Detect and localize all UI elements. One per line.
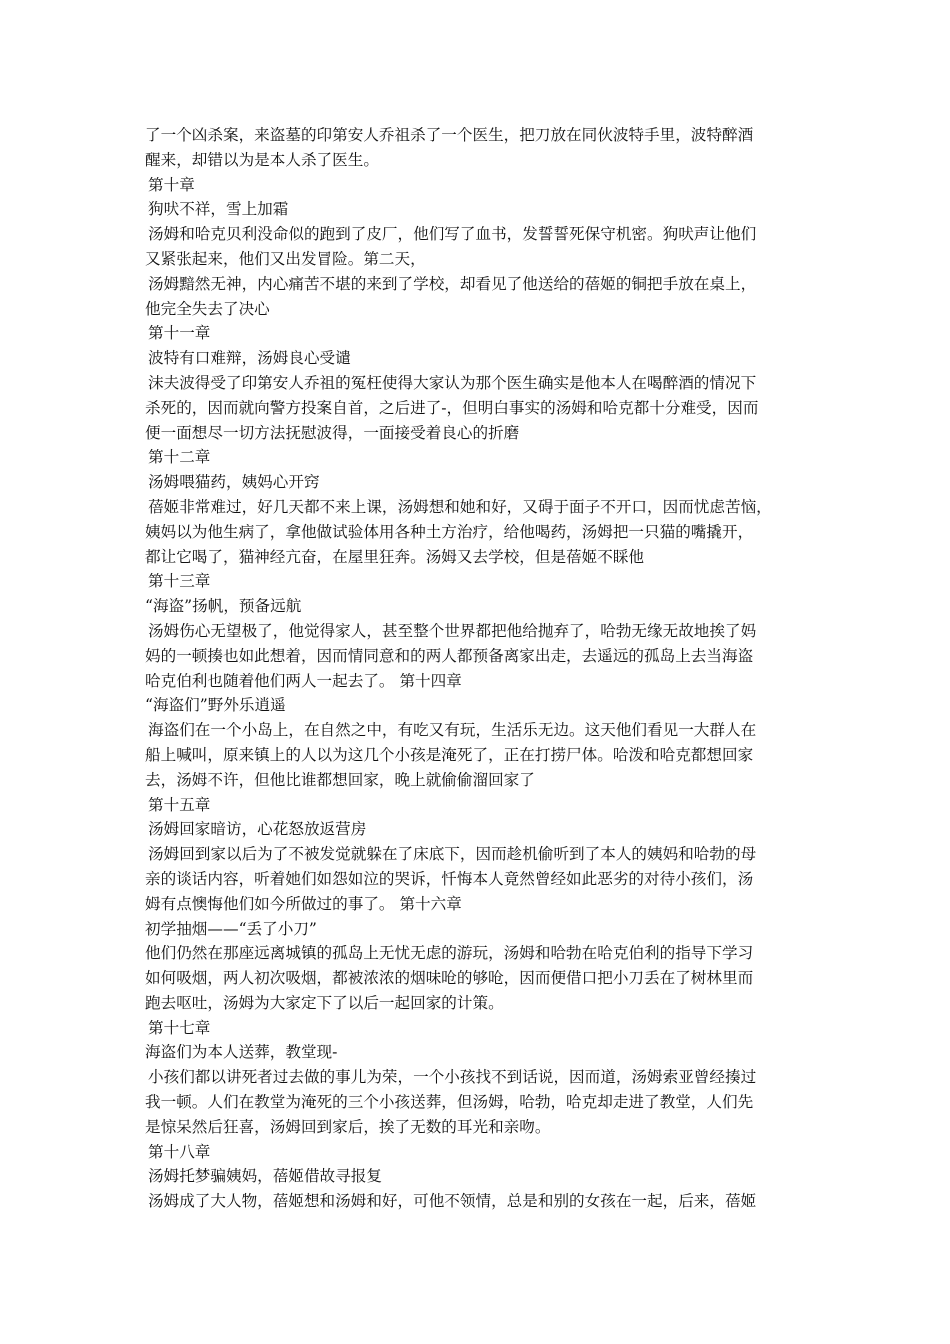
text-line: 如何吸烟，两人初次吸烟，都被浓浓的烟味呛的够呛，因而便借口把小刀丢在了树林里而 [145, 969, 754, 988]
text-line: 哈克伯利也随着他们两人一起去了。 第十四章 [145, 671, 462, 690]
text-line: 海盗们为本人送葬，教堂现- [145, 1043, 338, 1062]
text-line: 跑去呕吐，汤姆为大家定下了以后一起回家的计策。 [145, 993, 504, 1012]
document-body [145, 123, 815, 1214]
text-line: 又紧张起来，他们又出发冒险。第二天， [145, 249, 426, 268]
text-line: “海盗们”野外乐逍遥 [145, 696, 286, 715]
text-line: 汤姆喂猫药，姨妈心开窍 [148, 473, 320, 492]
text-line: 是惊呆然后狂喜，汤姆回到家后，挨了无数的耳光和亲吻。 [145, 1117, 551, 1136]
text-line: 汤姆黯然无神，内心痛苦不堪的来到了学校，却看见了他送给的蓓姬的铜把手放在桌上， [148, 274, 757, 293]
text-line: 沫夫波得受了印第安人乔祖的冤枉使得大家认为那个医生确实是他本人在喝醉酒的情况下 [148, 373, 757, 392]
text-line: 汤姆伤心无望极了，他觉得家人，甚至整个世界都把他给抛弃了，哈勃无缘无故地挨了妈 [148, 621, 757, 640]
text-line: 第十七章 [148, 1018, 211, 1037]
text-line: 船上喊叫，原来镇上的人以为这几个小孩是淹死了，正在打捞尸体。哈泼和哈克都想回家 [145, 745, 754, 764]
text-line: 小孩们都以讲死者过去做的事儿为荣，一个小孩找不到话说，因而道，汤姆索亚曾经揍过 [148, 1068, 757, 1087]
text-line: 第十三章 [148, 572, 211, 591]
text-line: 第十八章 [148, 1142, 211, 1161]
text-line: 汤姆和哈克贝利没命似的跑到了皮厂，他们写了血书，发誓誓死保守机密。狗吠声让他们 [148, 225, 757, 244]
text-line: 第十五章 [148, 795, 211, 814]
text-line: 汤姆回家暗访，心花怒放返营房 [148, 820, 367, 839]
text-line: 蓓姬非常难过，好几天都不来上课，汤姆想和她和好，又碍于面子不开口，因而忧虑苦恼， [148, 497, 772, 516]
text-line: 了一个凶杀案，来盗墓的印第安人乔祖杀了一个医生，把刀放在同伙波特手里，波特醉酒 [145, 126, 754, 144]
text-line: 都让它喝了，猫神经亢奋，在屋里狂奔。汤姆又去学校，但是蓓姬不睬他 [145, 547, 645, 566]
text-line: 汤姆托梦骗姨妈，蓓姬借故寻报复 [148, 1167, 382, 1186]
text-line: 姨妈以为他生病了，拿他做试验体用各种土方治疗，给他喝药，汤姆把一只猫的嘴撬开， [145, 522, 754, 541]
text-line: 第十二章 [148, 448, 211, 467]
text-line: 去，汤姆不许，但他比谁都想回家，晚上就偷偷溜回家了 [145, 770, 535, 789]
text-line: 海盗们在一个小岛上，在自然之中，有吃又有玩，生活乐无边。这天他们看见一大群人在 [148, 721, 757, 740]
text-line: 第十一章 [148, 324, 211, 343]
text-line: 醒来，却错以为是本人杀了医生。 [145, 150, 379, 169]
text-line: 狗吠不祥，雪上加霜 [148, 200, 289, 219]
text-line: 亲的谈话内容，听着她们如怨如泣的哭诉，忏悔本人竟然曾经如此恶劣的对待小孩们，汤 [145, 869, 754, 888]
text-line: 汤姆回到家以后为了不被发觉就躲在了床底下，因而趁机偷听到了本人的姨妈和哈勃的母 [148, 845, 757, 864]
text-line: 妈的一顿揍也如此想着，因而情同意和的两人都预备离家出走，去遥远的孤岛上去当海盗 [145, 646, 754, 665]
text-line: 汤姆成了大人物，蓓姬想和汤姆和好，可他不领情，总是和别的女孩在一起，后来，蓓姬 [148, 1192, 757, 1211]
text-line: 他完全失去了决心 [145, 299, 270, 318]
text-line: 姆有点懊悔他们如今所做过的事了。 第十六章 [145, 894, 462, 913]
text-line: 初学抽烟——“丢了小刀” [145, 919, 317, 938]
text-line: 第十章 [148, 175, 195, 194]
text-line: 杀死的，因而就向警方投案自首，之后进了-，但明白事实的汤姆和哈克都十分难受，因而 [145, 398, 759, 417]
text-line: “海盗”扬帆，预备远航 [145, 597, 302, 616]
text-line: 他们仍然在那座远离城镇的孤岛上无忧无虑的游玩，汤姆和哈勃在哈克伯利的指导下学习 [145, 944, 754, 963]
text-line: 便一面想尽一切方法抚慰波得，一面接受着良心的折磨 [145, 423, 520, 442]
text-line: 我一顿。人们在教堂为淹死的三个小孩送葬，但汤姆，哈勃，哈克却走进了教堂，人们先 [145, 1093, 754, 1112]
text-line: 波特有口难辩，汤姆良心受谴 [148, 349, 351, 368]
